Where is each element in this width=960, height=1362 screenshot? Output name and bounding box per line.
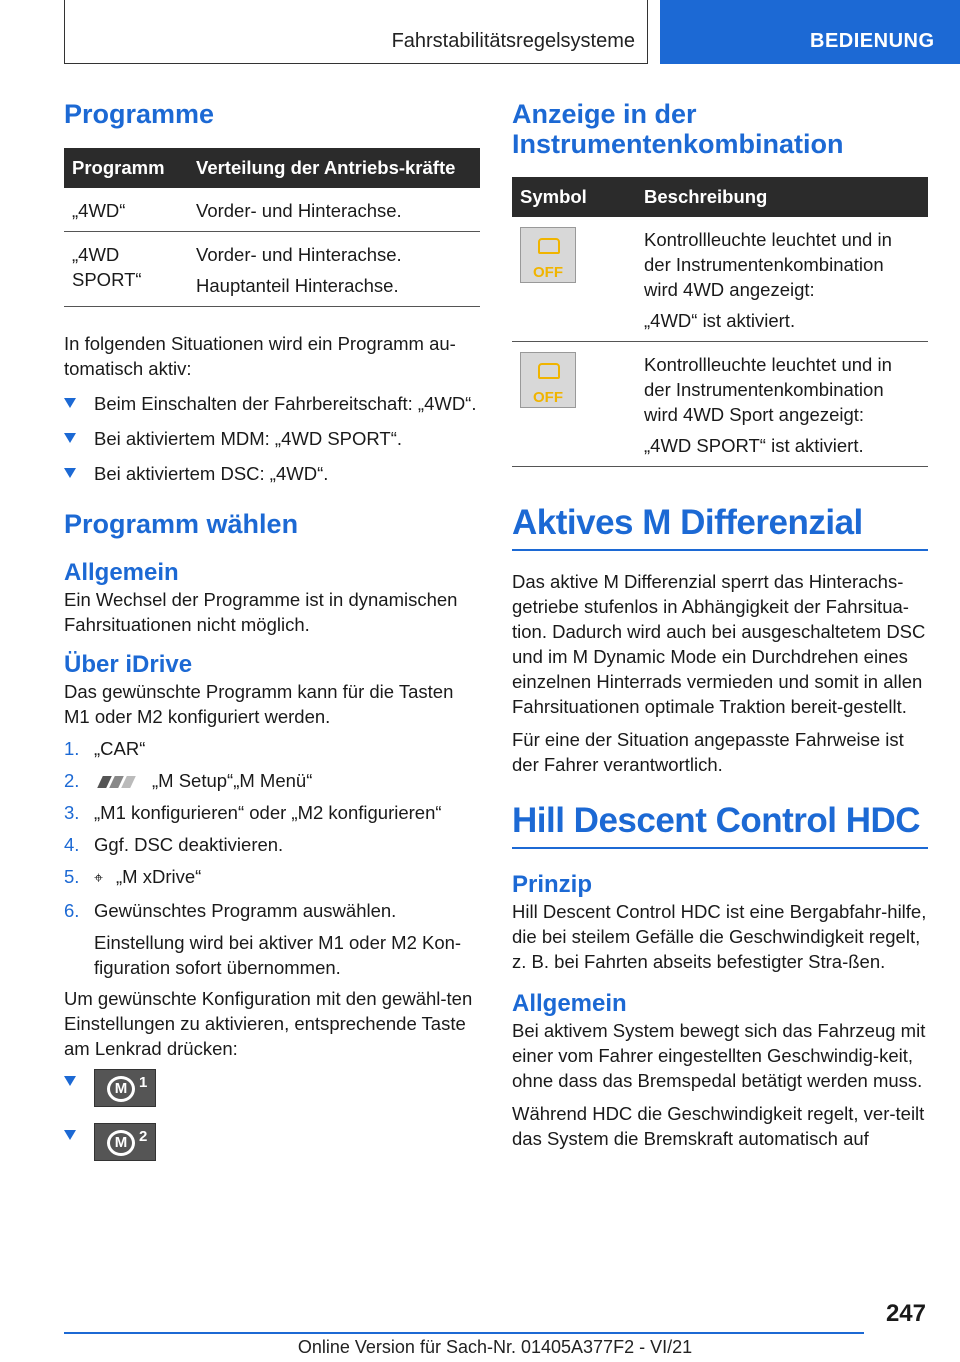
auto-activation-list xyxy=(64,391,480,486)
list-item: 2. „M Setup“„M Menü“ xyxy=(64,770,313,792)
table-header-distribution: Verteilung der Antriebs-kräfte xyxy=(188,148,480,188)
footer-divider xyxy=(64,1332,864,1334)
symbol-table xyxy=(512,177,928,467)
symbol-cell xyxy=(512,342,636,467)
bullet-triangle-icon xyxy=(64,1130,76,1140)
list-item: 4. Ggf. DSC deaktivieren. xyxy=(64,834,284,856)
table-row xyxy=(512,217,928,342)
right-column xyxy=(512,100,928,1151)
table-row xyxy=(64,231,480,306)
m-menu-icon xyxy=(94,774,144,790)
list-item: 6. Gewünschtes Programm auswählen. Einstellung wird bei aktiver M1 oder M2 Kon-figuration sofort übernommen. xyxy=(64,898,480,980)
bullet-triangle-icon xyxy=(64,1076,76,1086)
program-cell: „4WD SPORT“ xyxy=(64,231,188,306)
m2-button-icon: M 2 xyxy=(94,1123,156,1161)
allgemein-text-2: Während HDC die Geschwindigkeit regelt, ver-teilt das System die Bremskraft automatisch auf xyxy=(512,1103,925,1150)
diff-text-2: Für eine der Situation angepasste Fahrweise ist der Fahrer verantwortlich. xyxy=(512,729,904,776)
m1-button-icon: M 1 xyxy=(94,1069,156,1107)
distribution-line: Vorder- und Hinterachse. xyxy=(196,199,402,221)
section-title: Fahrstabilitätsregelsysteme xyxy=(391,30,635,52)
4wd-off-warning-icon: OFF xyxy=(520,227,576,283)
bullet-triangle-icon xyxy=(64,433,76,443)
list-item: Bei aktiviertem DSC: „4WD“. xyxy=(64,461,480,486)
table-header-program: Programm xyxy=(64,148,188,188)
symbol-cell xyxy=(512,217,636,342)
distribution-cell xyxy=(188,231,480,306)
description-cell: Kontrollleuchte leuchtet und in der Instrumentenkombination wird 4WD Sport angezeigt: „4WD SPORT“ ist aktiviert. xyxy=(636,342,928,467)
table-row xyxy=(512,342,928,467)
description-cell: Kontrollleuchte leuchtet und in der Instrumentenkombination wird 4WD angezeigt: „4WD“ ist aktiviert. xyxy=(636,217,928,342)
left-column xyxy=(64,100,480,1167)
auto-activation-text: In folgenden Situationen wird ein Programm au-tomatisch aktiv: xyxy=(64,332,456,379)
allgemein-text-1: Bei aktivem System bewegt sich das Fahrzeug mit einer vom Fahrer eingestellten Geschwindig-keit, ohne dass das Bremspedal betätigt werden muss. xyxy=(512,1020,926,1092)
idrive-text: Das gewünschte Programm kann für die Tasten M1 oder M2 konfiguriert werden. xyxy=(64,681,454,728)
idrive-steps xyxy=(64,736,480,980)
online-version-text: Online Version für Sach-Nr. 01405A377F2 - VI/21 xyxy=(297,1337,693,1357)
activate-text: Um gewünschte Konfiguration mit den gewähl-ten Einstellungen zu aktivieren, entsprechende Taste am Lenkrad drücken: xyxy=(64,988,473,1060)
programme-table xyxy=(64,148,480,307)
prinzip-heading: Prinzip xyxy=(512,871,593,899)
list-item: 1. „CAR“ xyxy=(64,738,146,760)
list-item: Beim Einschalten der Fahrbereitschaft: „4WD“. xyxy=(64,391,480,416)
chapter-tab-label: BEDIENUNG xyxy=(810,30,935,52)
hdc-heading: Hill Descent Control HDC xyxy=(512,801,928,849)
step6-note: Einstellung wird bei aktiver M1 oder M2 Kon-figuration sofort übernommen. xyxy=(94,932,462,979)
diff-heading: Aktives M Differenzial xyxy=(512,503,928,551)
page-number: 247 xyxy=(885,1300,926,1327)
diff-text-1: Das aktive M Differenzial sperrt das Hinterachs-getriebe stufenlos in Abhängigkeit der Fahrsitua-tion. Dadurch wird auch bei ausgeschaltetem DSC und im M Dynamic Mode ein Durchdrehen eines einzelnen Hinterrads vermieden und somit in allen Fahrsituationen optimale Traktion bereit-gestellt. xyxy=(512,571,926,718)
allgemein-heading-right: Allgemein xyxy=(512,990,627,1018)
4wd-sport-off-warning-icon: OFF xyxy=(520,352,576,408)
programme-heading: Programme xyxy=(64,99,215,129)
xdrive-icon: ⌖ xyxy=(94,870,104,888)
prinzip-text: Hill Descent Control HDC ist eine Bergabfahr-hilfe, die bei steilem Gefälle die Geschwindigkeit regelt, z. B. bei Fahrten abseits befestigter Stra-ßen. xyxy=(512,901,927,973)
list-item: 3. „M1 konfigurieren“ oder „M2 konfigurieren“ xyxy=(64,802,442,824)
distribution-cell xyxy=(188,188,480,232)
header-section-box xyxy=(64,0,648,64)
list-item: 5. ⌖ „M xDrive“ xyxy=(64,864,480,891)
table-header-description: Beschreibung xyxy=(636,177,928,217)
program-cell: „4WD“ xyxy=(64,188,188,232)
table-header-symbol: Symbol xyxy=(512,177,636,217)
distribution-line: Hauptanteil Hinterachse. xyxy=(196,274,399,296)
bullet-triangle-icon xyxy=(64,468,76,478)
anzeige-heading: Anzeige in der Instrumentenkombination xyxy=(512,99,844,159)
list-item xyxy=(64,1123,480,1167)
steering-buttons-list xyxy=(64,1069,480,1167)
list-item xyxy=(64,1069,480,1113)
distribution-line: Vorder- und Hinterachse. xyxy=(196,243,402,265)
idrive-heading: Über iDrive xyxy=(64,651,193,679)
select-program-heading: Programm wählen xyxy=(64,508,299,539)
allgemein-heading: Allgemein xyxy=(64,559,179,587)
allgemein-text: Ein Wechsel der Programme ist in dynamischen Fahrsituationen nicht möglich. xyxy=(64,589,458,636)
chapter-tab[interactable] xyxy=(660,0,960,64)
table-row xyxy=(64,188,480,232)
bullet-triangle-icon xyxy=(64,398,76,408)
list-item: Bei aktiviertem MDM: „4WD SPORT“. xyxy=(64,426,480,451)
